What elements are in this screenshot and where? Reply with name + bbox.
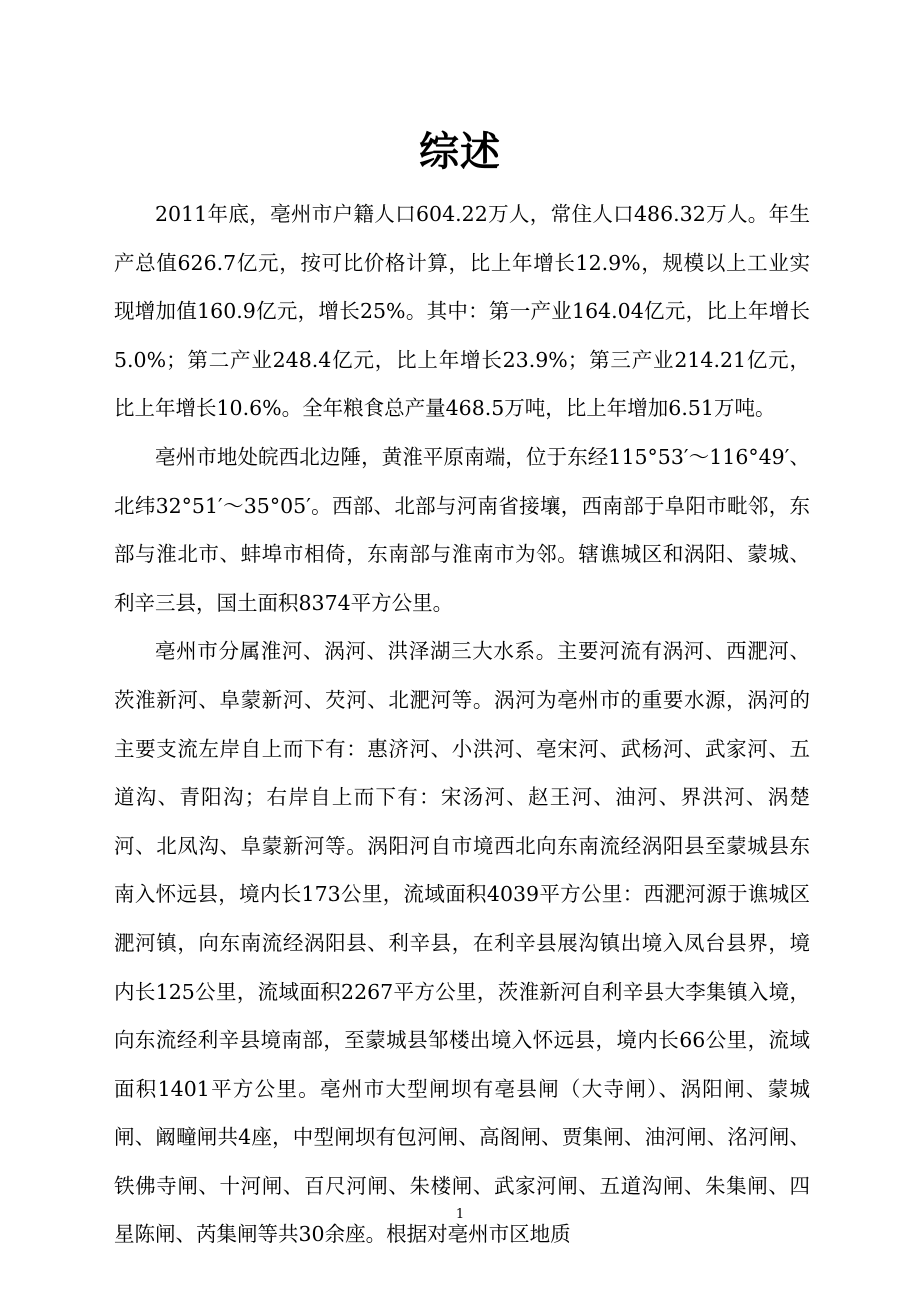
- body-text: [114, 190, 810, 1259]
- paragraph-population-economy: 2011年底，亳州市户籍人口604.22万人，常住人口486.32万人。年生产总值626.7亿元，按可比价格计算，比上年增长12.9%，规模以上工业实现增加值160.9亿元，增长25%。其中：第一产业164.04亿元，比上年增长5.0%；第二产业248.4亿元，比上年增长23.9%；第三产业214.21亿元，比上年增长10.6%。全年粮食总产量468.5万吨，比上年增加6.51万吨。: [114, 202, 810, 421]
- paragraph-geography: 亳州市地处皖西北边陲，黄淮平原南端，位于东经115°53′～116°49′、北纬32°51′～35°05′。西部、北部与河南省接壤，西南部于阜阳市毗邻，东部与淮北市、蚌埠市相倚，东南部与淮南市为邻。辖谯城区和涡阳、蒙城、利辛三县，国土面积8374平方公里。: [114, 444, 810, 615]
- paragraph-water-system: 亳州市分属淮河、涡河、洪泽湖三大水系。主要河流有涡河、西淝河、茨淮新河、阜蒙新河、芡河、北淝河等。涡河为亳州市的重要水源，涡河的主要支流左岸自上而下有：惠济河、小洪河、亳宋河、武杨河、武家河、五道沟、青阳沟；右岸自上而下有：宋汤河、赵王河、油河、界洪河、涡楚河、北凤沟、阜蒙新河等。涡阳河自市境西北向东南流经涡阳县至蒙城县东南入怀远县，境内长173公里，流域面积4039平方公里：西淝河源于谯城区淝河镇，向东南流经涡阳县、利辛县，在利辛县展沟镇出境入凤台县界，境内长125公里，流域面积2267平方公里，茨淮新河自利辛县大李集镇入境，向东流经利辛县境南部，至蒙城县邹楼出境入怀远县，境内长66公里，流域面积1401平方公里。亳州市大型闸坝有亳县闸（大寺闸）、涡阳闸、蒙城闸、阚疃闸共4座，中型闸坝有包河闸、高阁闸、贾集闸、油河闸、洺河闸、铁佛寺闸、十河闸、百尺河闸、朱楼闸、武家河闸、五道沟闸、朱集闸、四星陈闸、芮集闸等共30余座。根据对亳州市区地质: [114, 639, 810, 1247]
- page-title: 综述: [419, 129, 501, 175]
- page-number: 1: [455, 1207, 465, 1222]
